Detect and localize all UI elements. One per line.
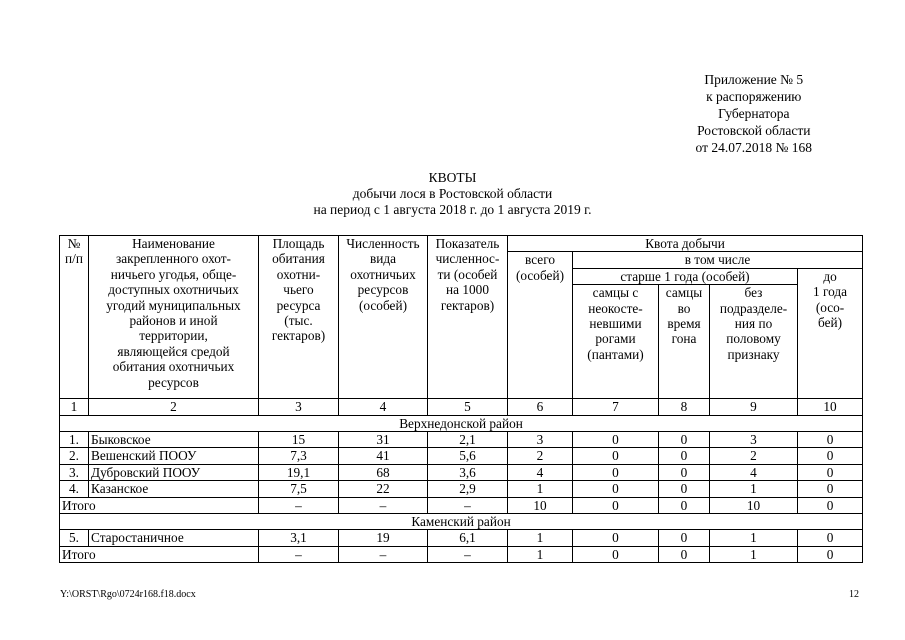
row-number: 2. xyxy=(60,448,89,464)
total-total: 10 xyxy=(508,497,573,513)
row-under1: 0 xyxy=(798,464,863,480)
column-number: 10 xyxy=(798,399,863,415)
region-header: Каменский район xyxy=(60,514,863,530)
row-under1: 0 xyxy=(798,481,863,497)
header-count: Численность вида охотничьих ресурсов (особей) xyxy=(339,236,428,399)
row-males-antlers: 0 xyxy=(573,530,659,546)
row-area: 19,1 xyxy=(259,464,339,480)
appendix-line: к распоряжению xyxy=(706,89,802,104)
row-under1: 0 xyxy=(798,432,863,448)
column-number: 8 xyxy=(659,399,710,415)
appendix-header xyxy=(696,71,812,156)
row-under1: 0 xyxy=(798,530,863,546)
row-indicator: 6,1 xyxy=(428,530,508,546)
header-name: Наименование закрепленного охот- ничьего угодья, обще- доступных охотничьих угодий муниципальных районов и иной территории, являющейся средой обитания охотничьих ресурсов xyxy=(89,236,259,399)
row-total: 3 xyxy=(508,432,573,448)
row-males-antlers: 0 xyxy=(573,464,659,480)
table-row xyxy=(60,464,863,480)
table-row xyxy=(60,530,863,546)
table-row xyxy=(60,481,863,497)
header-including: в том числе xyxy=(573,252,863,268)
column-number: 6 xyxy=(508,399,573,415)
header-num: № п/п xyxy=(60,236,89,399)
total-area: – xyxy=(259,546,339,562)
header-indicator: Показатель численнос- ти (особей на 1000 гектаров) xyxy=(428,236,508,399)
header-total: всего (особей) xyxy=(508,252,573,399)
row-number: 3. xyxy=(60,464,89,480)
table-row xyxy=(60,448,863,464)
row-males-rut: 0 xyxy=(659,448,710,464)
total-males-antlers: 0 xyxy=(573,497,659,513)
total-count: – xyxy=(339,497,428,513)
row-males-antlers: 0 xyxy=(573,448,659,464)
row-total: 4 xyxy=(508,464,573,480)
row-total: 1 xyxy=(508,481,573,497)
total-row xyxy=(60,546,863,562)
row-name: Старостаничное xyxy=(89,530,259,546)
row-area: 15 xyxy=(259,432,339,448)
appendix-line: Ростовской области xyxy=(697,123,811,138)
row-area: 7,3 xyxy=(259,448,339,464)
row-no-sex: 1 xyxy=(710,481,798,497)
column-number: 2 xyxy=(89,399,259,415)
total-indicator: – xyxy=(428,546,508,562)
row-indicator: 2,9 xyxy=(428,481,508,497)
total-under1: 0 xyxy=(798,497,863,513)
row-indicator: 3,6 xyxy=(428,464,508,480)
column-number: 3 xyxy=(259,399,339,415)
column-number: 1 xyxy=(60,399,89,415)
row-name: Дубровский ПООУ xyxy=(89,464,259,480)
total-males-rut: 0 xyxy=(659,546,710,562)
row-no-sex: 2 xyxy=(710,448,798,464)
row-name: Вешенский ПООУ xyxy=(89,448,259,464)
row-males-antlers: 0 xyxy=(573,481,659,497)
row-number: 5. xyxy=(60,530,89,546)
column-number: 9 xyxy=(710,399,798,415)
header-quota: Квота добычи xyxy=(508,236,863,252)
appendix-line: Приложение № 5 xyxy=(704,72,804,87)
row-count: 19 xyxy=(339,530,428,546)
row-area: 7,5 xyxy=(259,481,339,497)
total-count: – xyxy=(339,546,428,562)
header-males-rut: самцы во время гона xyxy=(659,285,710,399)
row-males-rut: 0 xyxy=(659,464,710,480)
quota-table xyxy=(59,235,863,563)
row-indicator: 2,1 xyxy=(428,432,508,448)
row-males-rut: 0 xyxy=(659,530,710,546)
row-number: 1. xyxy=(60,432,89,448)
row-under1: 0 xyxy=(798,448,863,464)
row-count: 22 xyxy=(339,481,428,497)
total-males-antlers: 0 xyxy=(573,546,659,562)
header-older: старше 1 года (особей) xyxy=(573,268,798,284)
total-no-sex: 10 xyxy=(710,497,798,513)
total-area: – xyxy=(259,497,339,513)
table-row xyxy=(60,432,863,448)
header-males-antlers: самцы с неокосте- невшими рогами (пантами) xyxy=(573,285,659,399)
title-line-3: на период с 1 августа 2018 г. до 1 августа 2019 г. xyxy=(313,202,592,217)
row-no-sex: 3 xyxy=(710,432,798,448)
appendix-line: от 24.07.2018 № 168 xyxy=(695,140,812,155)
row-indicator: 5,6 xyxy=(428,448,508,464)
title-line-1: КВОТЫ xyxy=(428,170,477,185)
header-area: Площадь обитания охотни- чьего ресурса (тыс. гектаров) xyxy=(259,236,339,399)
row-number: 4. xyxy=(60,481,89,497)
region-header: Верхнедонской район xyxy=(60,415,863,431)
row-count: 68 xyxy=(339,464,428,480)
appendix-line: Губернатора xyxy=(718,106,790,121)
file-path: Y:\ORST\Rgo\0724r168.f18.docx xyxy=(60,589,196,600)
row-no-sex: 4 xyxy=(710,464,798,480)
row-males-antlers: 0 xyxy=(573,432,659,448)
header-no-sex: без подразделе- ния по половому признаку xyxy=(710,285,798,399)
total-label: Итого xyxy=(60,546,259,562)
row-name: Быковское xyxy=(89,432,259,448)
page-number: 12 xyxy=(849,589,859,600)
row-name: Казанское xyxy=(89,481,259,497)
row-males-rut: 0 xyxy=(659,481,710,497)
total-under1: 0 xyxy=(798,546,863,562)
column-number: 4 xyxy=(339,399,428,415)
row-total: 1 xyxy=(508,530,573,546)
total-no-sex: 1 xyxy=(710,546,798,562)
row-total: 2 xyxy=(508,448,573,464)
row-males-rut: 0 xyxy=(659,432,710,448)
total-row xyxy=(60,497,863,513)
total-label: Итого xyxy=(60,497,259,513)
row-count: 41 xyxy=(339,448,428,464)
row-count: 31 xyxy=(339,432,428,448)
total-total: 1 xyxy=(508,546,573,562)
row-area: 3,1 xyxy=(259,530,339,546)
total-males-rut: 0 xyxy=(659,497,710,513)
header-under1: до 1 года (осо- бей) xyxy=(798,268,863,398)
title-line-2: добычи лося в Ростовской области xyxy=(352,186,553,201)
column-number: 7 xyxy=(573,399,659,415)
total-indicator: – xyxy=(428,497,508,513)
row-no-sex: 1 xyxy=(710,530,798,546)
column-number: 5 xyxy=(428,399,508,415)
